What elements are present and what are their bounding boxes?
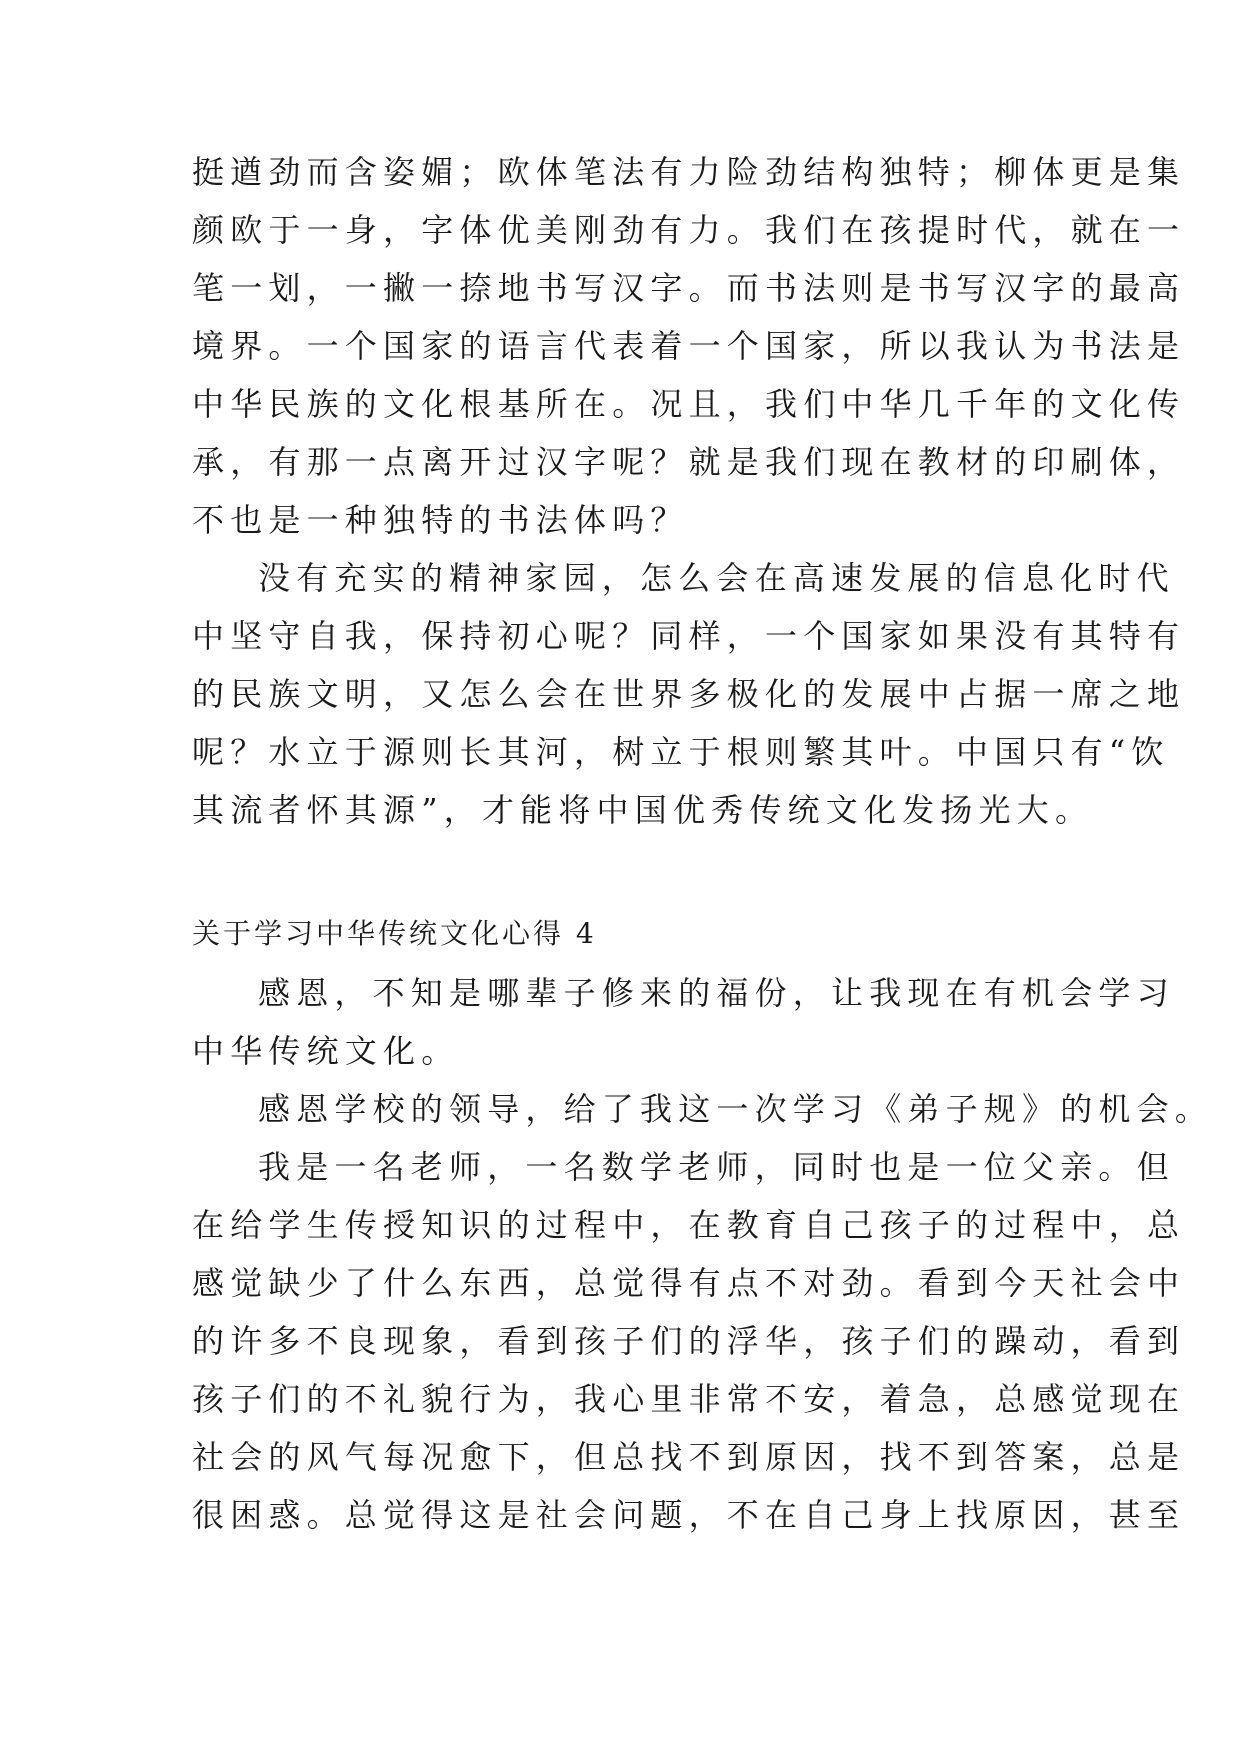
text-line: 颜欧于一身，字体优美刚劲有力。我们在孩提时代，就在一 xyxy=(192,211,1186,249)
text-line: 中坚守自我，保持初心呢？同样，一个国家如果没有其特有 xyxy=(192,617,1186,655)
text-line: 社会的风气每况愈下，但总找不到原因，找不到答案，总是 xyxy=(192,1438,1186,1476)
text-line: 在给学生传授知识的过程中，在教育自己孩子的过程中，总 xyxy=(192,1206,1186,1244)
text-line: 其流者怀其源”，才能将中国优秀传统文化发扬光大。 xyxy=(192,791,1094,829)
text-line: 中华传统文化。 xyxy=(192,1032,460,1070)
text-line: 没有充实的精神家园，怎么会在高速发展的信息化时代 xyxy=(258,559,1175,597)
text-line: 不也是一种独特的书法体吗？ xyxy=(192,501,689,539)
text-line: 的许多不良现象，看到孩子们的浮华，孩子们的躁动，看到 xyxy=(192,1322,1186,1360)
text-line: 的民族文明，又怎么会在世界多极化的发展中占据一席之地 xyxy=(192,675,1186,713)
text-line: 承，有那一点离开过汉字呢？就是我们现在教材的印刷体， xyxy=(192,443,1186,481)
text-line: 笔一划，一撇一捺地书写汉字。而书法则是书写汉字的最高 xyxy=(192,269,1186,307)
text-line: 中华民族的文化根基所在。况且，我们中华几千年的文化传 xyxy=(192,385,1186,423)
text-line: 感觉缺少了什么东西，总觉得有点不对劲。看到今天社会中 xyxy=(192,1264,1186,1302)
text-line: 我是一名老师，一名数学老师，同时也是一位父亲。但 xyxy=(258,1148,1175,1186)
text-line: 孩子们的不礼貌行为，我心里非常不安，着急，总感觉现在 xyxy=(192,1380,1186,1418)
text-line: 呢？水立于源则长其河，树立于根则繁其叶。中国只有“饮 xyxy=(192,733,1170,771)
text-line: 感恩学校的领导，给了我这一次学习《弟子规》的机会。 xyxy=(258,1090,1214,1128)
text-line: 境界。一个国家的语言代表着一个国家，所以我认为书法是 xyxy=(192,327,1186,365)
text-line: 很困惑。总觉得这是社会问题，不在自己身上找原因，甚至 xyxy=(192,1496,1186,1534)
section-heading: 关于学习中华传统文化心得 4 xyxy=(192,917,597,950)
text-line: 挺遒劲而含姿媚；欧体笔法有力险劲结构独特；柳体更是集 xyxy=(192,153,1186,191)
text-line: 感恩，不知是哪辈子修来的福份，让我现在有机会学习 xyxy=(258,974,1175,1012)
